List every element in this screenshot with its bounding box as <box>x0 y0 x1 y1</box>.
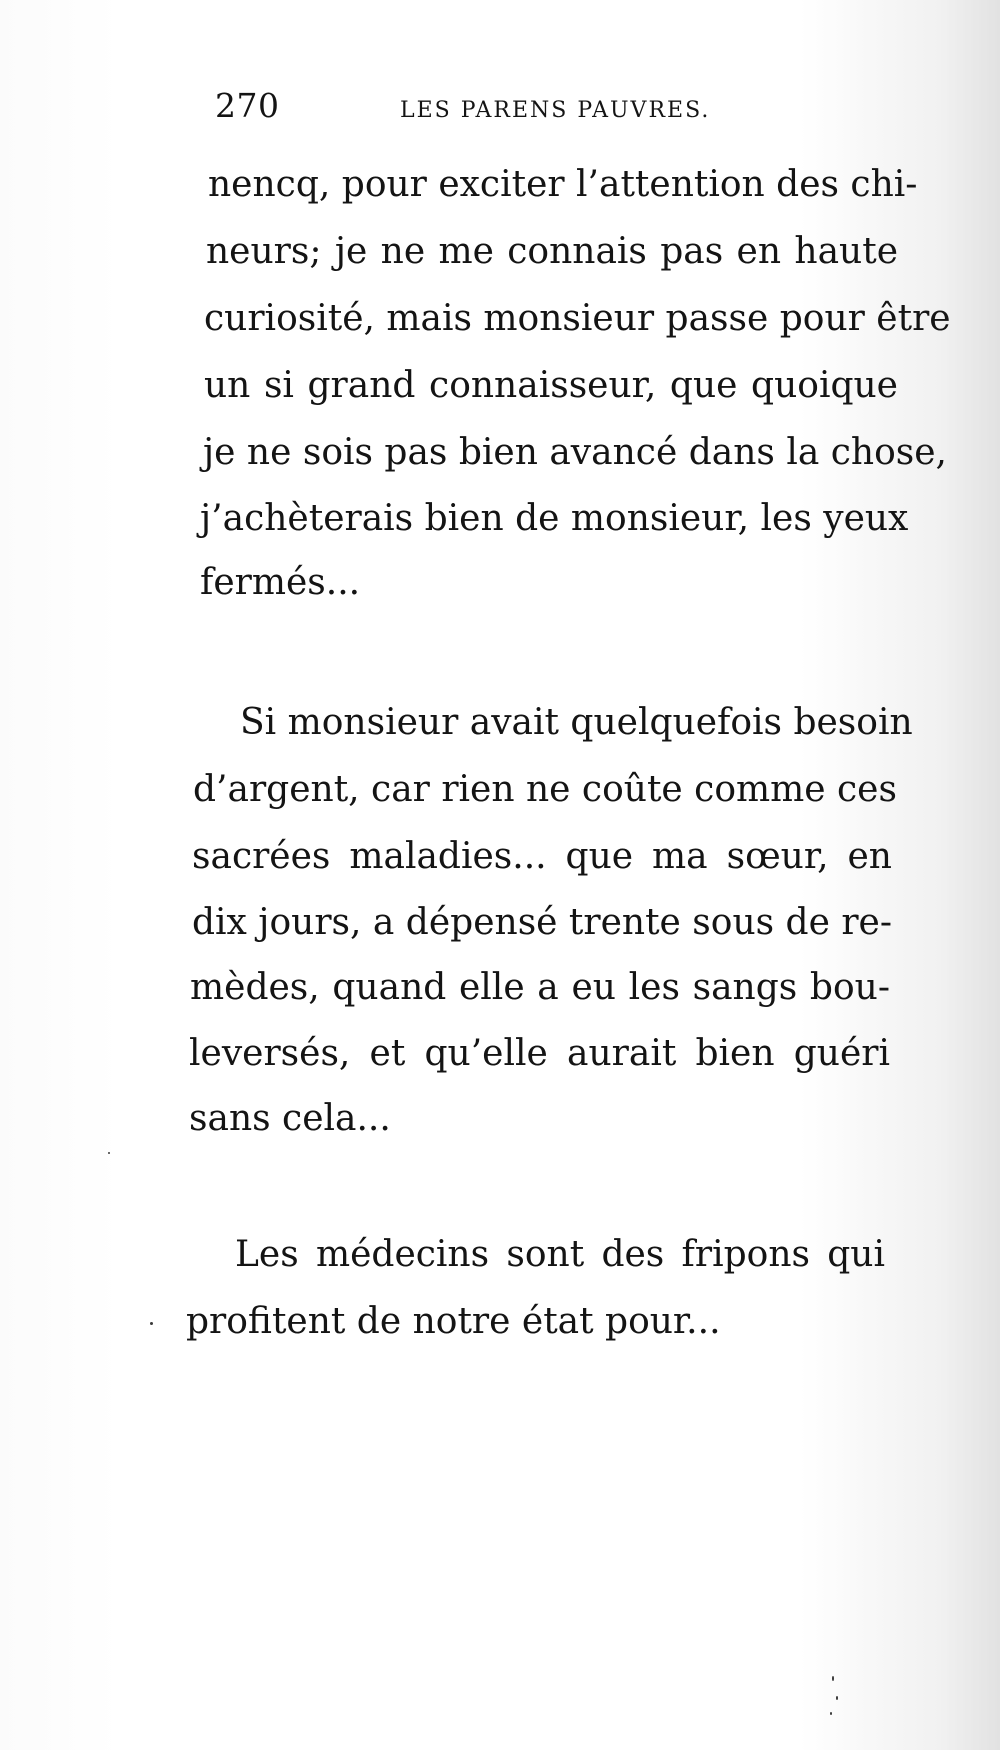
ink-speck <box>836 1696 838 1700</box>
text-line: dix jours, a dépensé trente sous de re- <box>192 902 893 943</box>
ink-speck <box>832 1676 834 1681</box>
text-line: je ne sois pas bien avancé dans la chose, <box>203 432 947 473</box>
text-line: d’argent, car rien ne coûte comme ces <box>193 769 897 810</box>
text-line: neurs; je ne me connais pas en haute <box>206 231 898 272</box>
text-line: Si monsieur avait quelquefois besoin <box>240 702 913 743</box>
ink-speck <box>830 1712 832 1715</box>
text-line: fermés... <box>200 562 361 603</box>
text-line: profitent de notre état pour... <box>186 1301 721 1342</box>
text-line: leversés, et qu’elle aurait bien guéri <box>189 1033 890 1074</box>
text-line: j’achèterais bien de monsieur, les yeux <box>200 498 909 539</box>
text-line: Les médecins sont des fripons qui <box>235 1234 885 1275</box>
text-line: sacrées maladies... que ma sœur, en <box>192 836 892 877</box>
text-line: mèdes, quand elle a eu les sangs bou- <box>190 967 890 1008</box>
running-title: LES PARENS PAUVRES. <box>400 98 711 123</box>
ink-speck <box>108 1152 110 1154</box>
text-line: nencq, pour exciter l’attention des chi- <box>208 164 918 205</box>
page-header <box>215 86 735 136</box>
text-line: sans cela... <box>189 1098 391 1139</box>
ink-speck <box>150 1322 153 1325</box>
text-line: curiosité, mais monsieur passe pour être <box>204 298 951 339</box>
page-number: 270 <box>215 86 280 125</box>
text-line: un si grand connaisseur, que quoique <box>204 365 898 406</box>
